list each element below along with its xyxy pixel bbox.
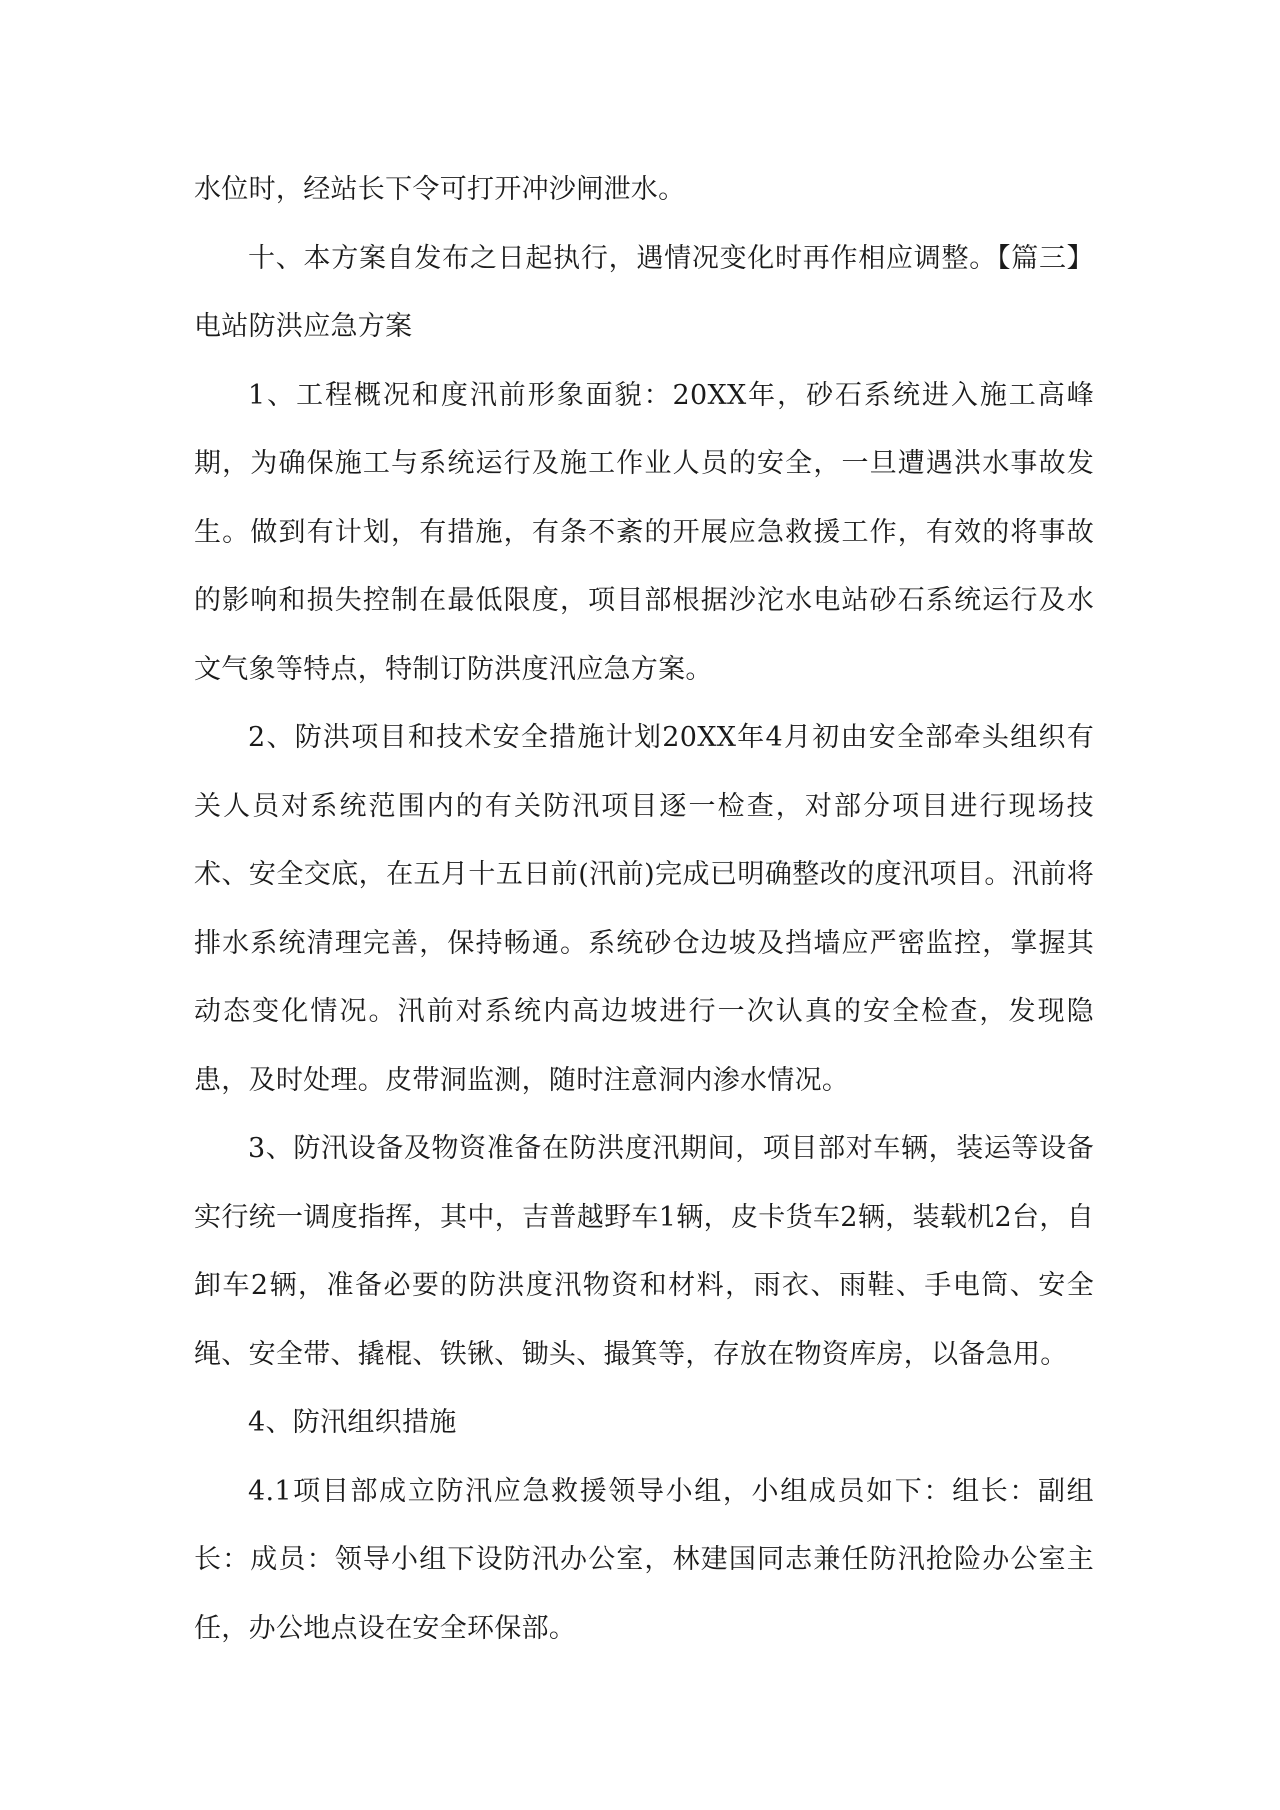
paragraph-section-3: 3、防汛设备及物资准备在防洪度汛期间，项目部对车辆，装运等设备实行统一调度指挥，其中，吉普越野车1辆，皮卡货车2辆，装载机2台，自卸车2辆，准备必要的防洪度汛物资和材料，雨衣、雨鞋、手电筒、安全绳、安全带、撬棍、铁锹、锄头、撮箕等，存放在物资库房，以备急用。 (194, 1133, 1094, 1370)
paragraph-section-4-heading: 4、防汛组织措施 (248, 1407, 457, 1438)
paragraph-item-10: 十、本方案自发布之日起执行，遇情况变化时再作相应调整。【篇三】电站防洪应急方案 (194, 242, 1094, 342)
paragraph-section-1: 1、工程概况和度汛前形象面貌：20XX年，砂石系统进入施工高峰期，为确保施工与系统运行及施工作业人员的安全，一旦遭遇洪水事故发生。做到有计划，有措施，有条不紊的开展应急救援工作，有效的将事故的影响和损失控制在最低限度，项目部根据沙沱水电站砂石系统运行及水文气象等特点，特制订防洪度汛应急方案。 (194, 379, 1094, 685)
paragraph-section-2: 2、防洪项目和技术安全措施计划20XX年4月初由安全部牵头组织有关人员对系统范围内的有关防汛项目逐一检查，对部分项目进行现场技术、安全交底，在五月十五日前(汛前)完成已明确整改的度汛项目。汛前将排水系统清理完善，保持畅通。系统砂仓边坡及挡墙应严密监控，掌握其动态变化情况。汛前对系统内高边坡进行一次认真的安全检查，发现隐患，及时处理。皮带洞监测，随时注意洞内渗水情况。 (194, 722, 1094, 1096)
paragraph-water-level: 水位时，经站长下令可打开冲沙闸泄水。 (194, 174, 686, 205)
paragraph-section-4-1: 4.1项目部成立防汛应急救援领导小组，小组成员如下：组长：副组长：成员：领导小组下设防汛办公室，林建国同志兼任防汛抢险办公室主任，办公地点设在安全环保部。 (194, 1475, 1094, 1644)
document-body (194, 156, 1094, 1663)
